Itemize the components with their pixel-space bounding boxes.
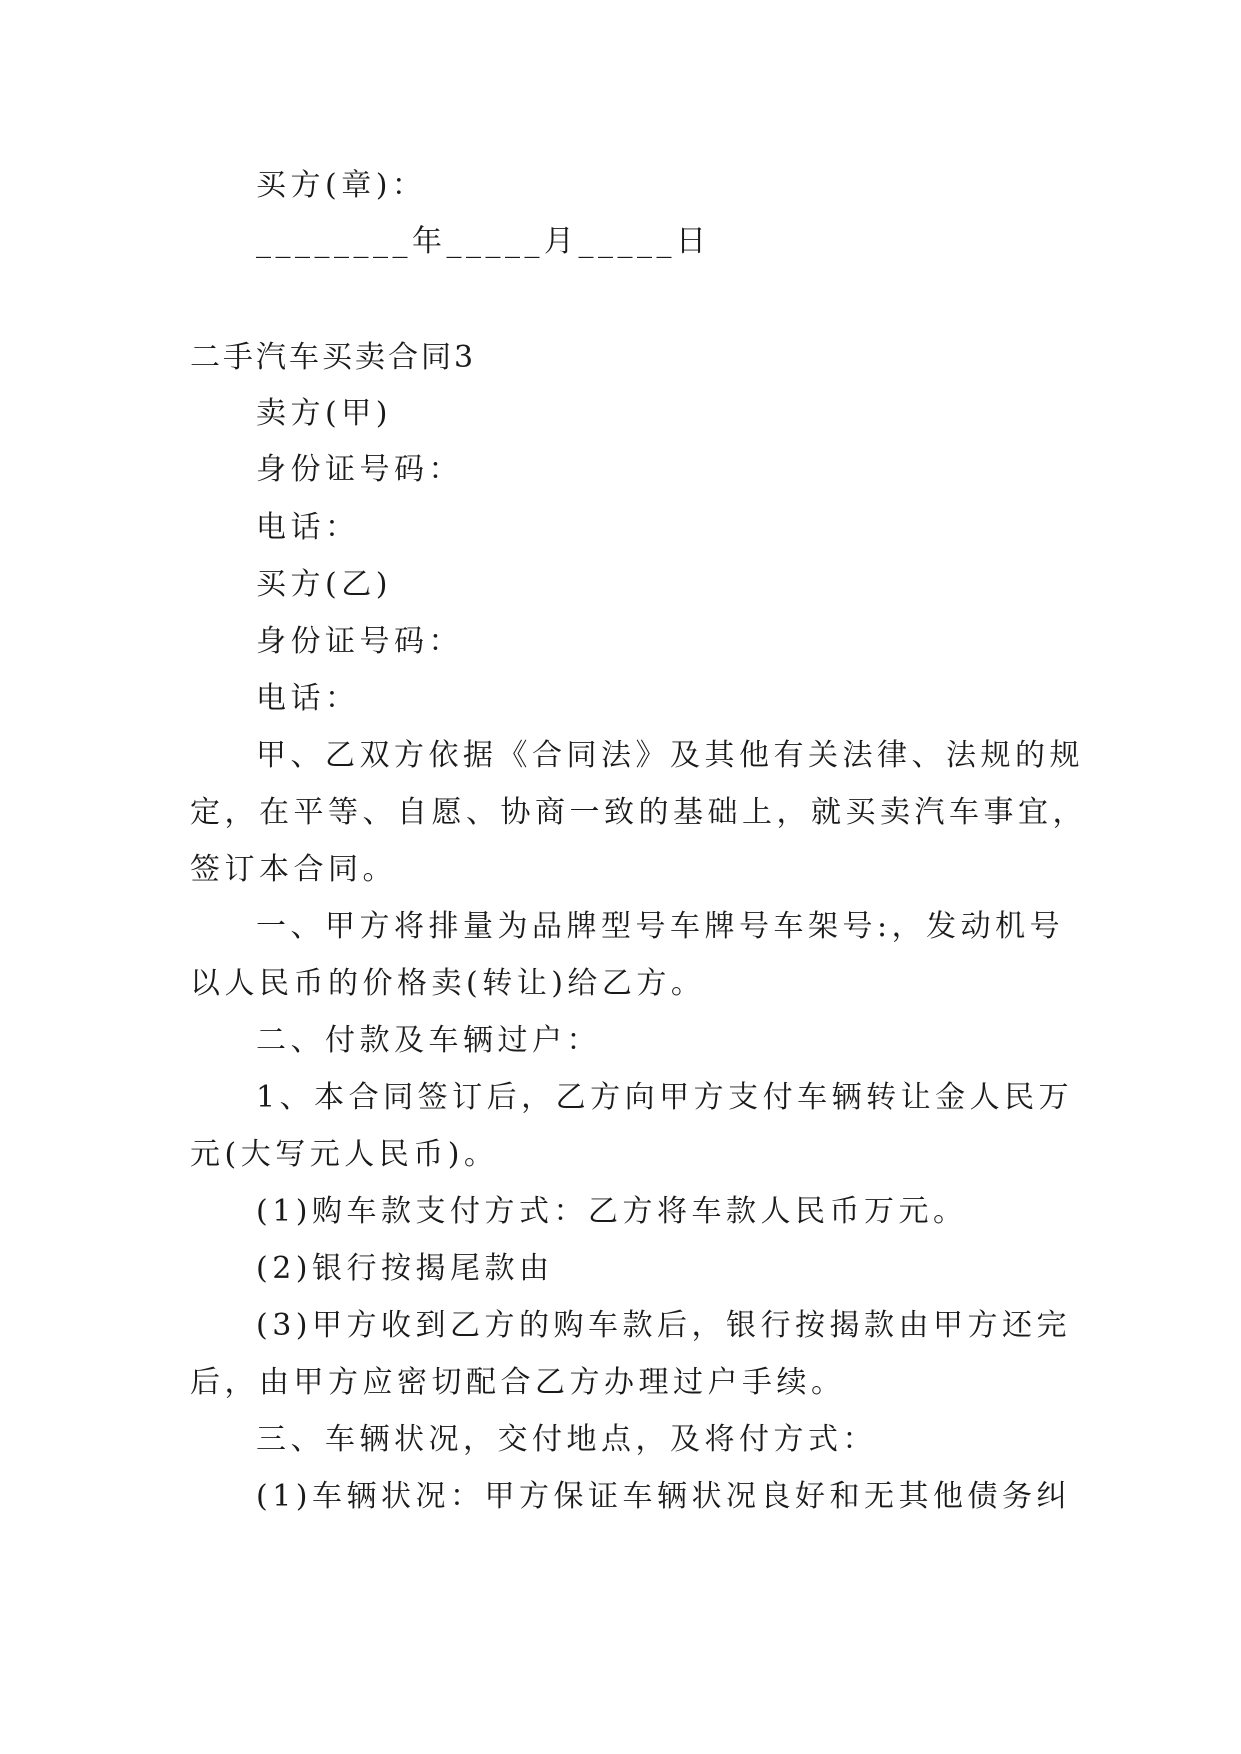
date-line: ________年_____月_____日 bbox=[256, 224, 711, 259]
seller-phone-label: 电话： bbox=[256, 510, 360, 545]
clause-2-1-line-2: 元(大写元人民币)。 bbox=[190, 1137, 499, 1172]
preamble-line-3: 签订本合同。 bbox=[190, 852, 397, 887]
preamble-line-1: 甲、乙双方依据《合同法》及其他有关法律、法规的规 bbox=[256, 738, 1084, 773]
clause-2-item-3-line-2: 后，由甲方应密切配合乙方办理过户手续。 bbox=[190, 1365, 846, 1400]
seller-id-label: 身份证号码： bbox=[256, 452, 463, 487]
seller-label: 卖方(甲) bbox=[256, 396, 392, 431]
clause-1-line-2: 以人民币的价格卖(转让)给乙方。 bbox=[190, 966, 706, 1001]
clause-2-1-line-1: 1、本合同签订后，乙方向甲方支付车辆转让金人民万 bbox=[256, 1080, 1074, 1115]
clause-2-heading: 二、付款及车辆过户： bbox=[256, 1023, 601, 1058]
contract-title: 二手汽车买卖合同3 bbox=[190, 340, 477, 375]
preamble-line-2: 定，在平等、自愿、协商一致的基础上，就买卖汽车事宜， bbox=[190, 795, 1087, 830]
buyer-phone-label: 电话： bbox=[256, 681, 360, 716]
buyer-seal-line: 买方(章)： bbox=[256, 168, 427, 203]
buyer-label: 买方(乙) bbox=[256, 567, 392, 602]
clause-2-item-1: (1)购车款支付方式：乙方将车款人民币万元。 bbox=[256, 1194, 968, 1229]
clause-2-item-3-line-1: (3)甲方收到乙方的购车款后，银行按揭款由甲方还完 bbox=[256, 1308, 1071, 1343]
clause-3-item-1: (1)车辆状况：甲方保证车辆状况良好和无其他债务纠 bbox=[256, 1479, 1071, 1514]
clause-1-line-1: 一、甲方将排量为品牌型号车牌号车架号:，发动机号 bbox=[256, 909, 1065, 944]
clause-3-heading: 三、车辆状况，交付地点，及将付方式： bbox=[256, 1422, 877, 1457]
buyer-id-label: 身份证号码： bbox=[256, 624, 463, 659]
clause-2-item-2: (2)银行按揭尾款由 bbox=[256, 1251, 554, 1286]
